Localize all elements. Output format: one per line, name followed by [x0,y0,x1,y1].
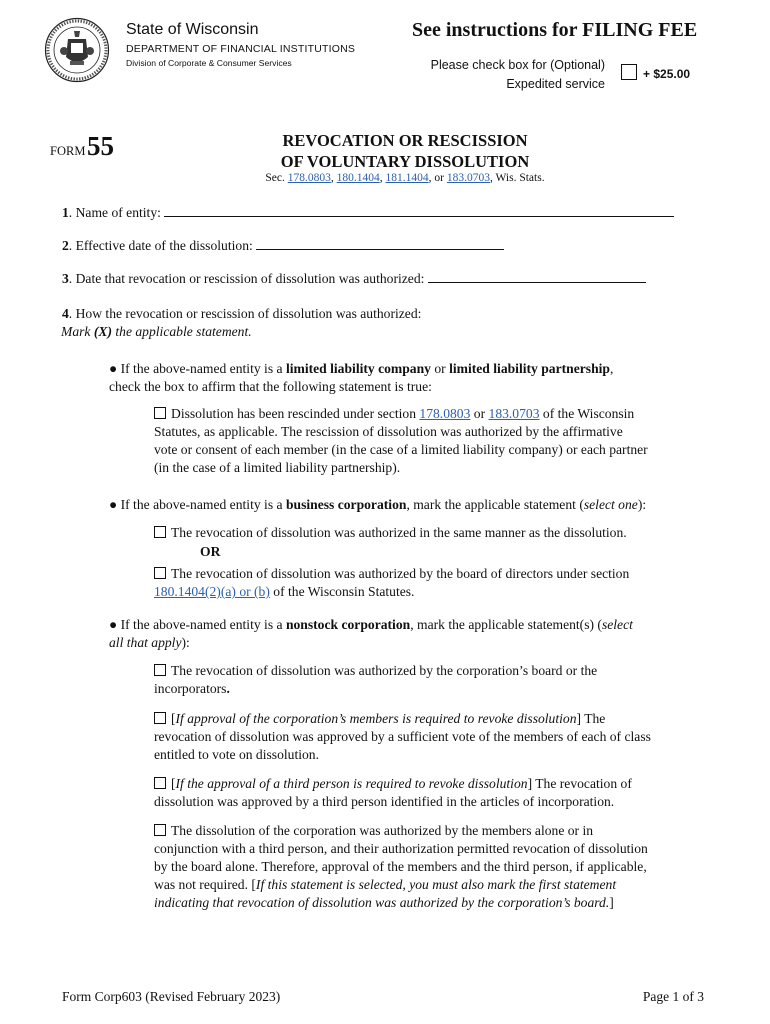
llc-statement: Dissolution has been rescinded under section 178.0803 or 183.0703 of the Wisconsin Statutes, as applicable. The rescission of dissolution was authorized by the affirmative vote or consent of each member (in the case of a limited liability company) or each partner (in the case of a limited liability partnership). [154,406,648,475]
filing-fee-heading: See instructions for FILING FEE [412,19,698,41]
state-seal-logo [44,17,110,83]
state-name: State of Wisconsin [126,21,259,38]
nonstock-option-2: [If approval of the corporation’s members is required to revoke dissolution] The revocation of dissolution was approved by a sufficient vote of the members of each of class entitled to vote on dissolution. [154,711,651,762]
page-number: Page 1 of 3 [642,989,704,1004]
effective-date-question: 2. Effective date of the dissolution: [62,238,504,254]
expedited-fee: + $25.00 [643,67,691,81]
statute-link-180-1404[interactable]: 180.1404 [336,172,380,184]
ns-members-alone-checkbox[interactable] [154,824,166,836]
form-id-footer: Form Corp603 (Revised February 2023) [62,989,281,1004]
business-corp-intro: ● If the above-named entity is a business corporation, mark the applicable statement (select one): [109,497,647,512]
business-corp-option-1: The revocation of dissolution was authorized in the same manner as the dissolution. [154,524,627,542]
llc-section-intro: ● If the above-named entity is a limited liability company or limited liability partnership, check the box to affirm that the following statement is true: [109,361,614,394]
or-separator: OR [200,544,221,559]
nonstock-corp-intro: ● If the above-named entity is a nonstock corporation, mark the applicable statement(s) (select all that apply): [109,617,633,650]
ns-members-checkbox[interactable] [154,712,166,724]
how-authorized-question: 4. How the revocation or rescission of dissolution was authorized: Mark (X) the applicable statement. [61,306,422,339]
statute-link-183-0703-llc[interactable]: 183.0703 [488,406,540,421]
bc-same-manner-checkbox[interactable] [154,526,166,538]
statute-link-180-1404-2[interactable]: 180.1404(2)(a) or (b) [154,584,270,599]
form-title-line1: REVOCATION OR RESCISSION [282,131,528,150]
statute-link-181-1404[interactable]: 181.1404 [385,172,429,184]
expedited-service-checkbox[interactable] [621,64,637,80]
bc-board-checkbox[interactable] [154,567,166,579]
form-number: 55 [87,131,114,161]
entity-name-field[interactable] [164,215,674,217]
ns-third-person-checkbox[interactable] [154,777,166,789]
effective-date-field[interactable] [256,248,504,250]
authorized-date-question: 3. Date that revocation or rescission of dissolution was authorized: [62,271,646,287]
statute-link-178-0803[interactable]: 178.0803 [287,172,331,184]
division-name: Division of Corporate & Consumer Services [126,58,292,68]
statute-link-178-0803-llc[interactable]: 178.0803 [419,406,471,421]
ns-board-checkbox[interactable] [154,664,166,676]
expedited-service-label: Please check box for (Optional) Expedited service [430,58,605,91]
nonstock-option-3: [If the approval of a third person is required to revoke dissolution] The revocation of dissolution was approved by a third person identified in the articles of incorporation. [154,776,632,809]
nonstock-option-4: The dissolution of the corporation was authorized by the members alone or in conjunction with a third person, and their authorization permitted revocation of dissolution by the board alone. Therefore, approval of the members and the third person, if applicable, was not required. [If this statement is selected, you must also mark the first statement indicating that revocation of dissolution was authorized by the corporation’s board.] [154,823,648,910]
form-label: FORM [50,144,86,158]
business-corp-option-2: The revocation of dissolution was authorized by the board of directors under section 180.1404(2)(a) or (b) of the Wisconsin Statutes. [154,566,630,599]
statute-link-183-0703[interactable]: 183.0703 [446,172,490,184]
statute-reference: Sec. 178.0803, 180.1404, 181.1404, or 183.0703, Wis. Stats. [265,172,545,184]
form-title-line2: OF VOLUNTARY DISSOLUTION [280,152,530,171]
department-name: DEPARTMENT OF FINANCIAL INSTITUTIONS [126,43,356,55]
authorized-date-field[interactable] [428,281,646,283]
entity-name-question: 1. Name of entity: [62,205,674,221]
llc-rescinded-checkbox[interactable] [154,407,166,419]
nonstock-option-1: The revocation of dissolution was authorized by the corporation’s board or the incorporators. [154,663,598,696]
